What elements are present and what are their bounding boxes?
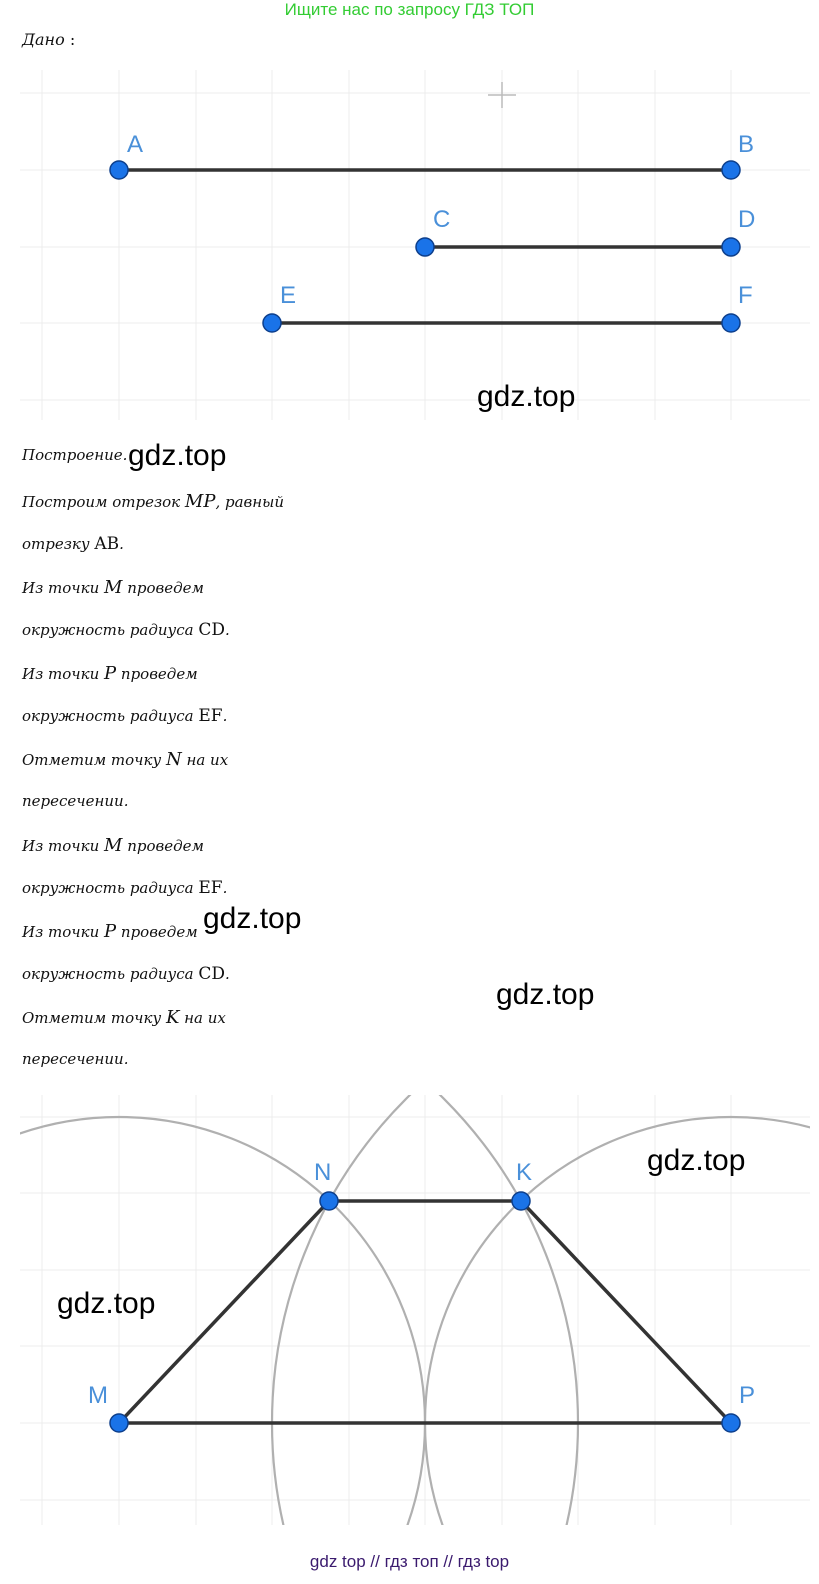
- label-c: C: [433, 206, 451, 233]
- point-c: [416, 238, 434, 256]
- point-k: [512, 1192, 530, 1210]
- label-n: N: [314, 1159, 332, 1186]
- label-p: P: [739, 1382, 756, 1409]
- axis-cross: [488, 82, 516, 108]
- step-line: Отметим точку K на их: [22, 1007, 226, 1028]
- segment-kp: [521, 1201, 731, 1423]
- point-d: [722, 238, 740, 256]
- watermark: gdz.top: [496, 978, 595, 1011]
- label-d: D: [738, 206, 756, 233]
- watermark: gdz.top: [477, 380, 576, 413]
- watermark: gdz.top: [128, 439, 227, 472]
- point-a: [110, 161, 128, 179]
- given-segments-figure: [0, 0, 819, 430]
- label-a: A: [127, 131, 144, 158]
- watermark: gdz.top: [203, 902, 302, 935]
- step-line: отрезку AB.: [22, 534, 124, 554]
- point-f: [722, 314, 740, 332]
- construction-heading: [22, 446, 127, 464]
- arc-p-radius-cd: [425, 1117, 819, 1530]
- step-line: Из точки M проведем: [22, 835, 204, 856]
- given-label: Дано: [22, 30, 65, 49]
- step-line: окружность радиуса CD.: [22, 620, 230, 640]
- given-colon: :: [69, 30, 76, 49]
- step-line: окружность радиуса EF.: [22, 706, 228, 726]
- point-m: [110, 1414, 128, 1432]
- point-e: [263, 314, 281, 332]
- point-b: [722, 161, 740, 179]
- label-f: F: [738, 282, 753, 309]
- step-line: Из точки P проведем: [22, 921, 198, 942]
- label-e: E: [280, 282, 297, 309]
- watermark: gdz.top: [57, 1287, 156, 1320]
- step-line: окружность радиуса EF.: [22, 878, 228, 898]
- step-line: Из точки P проведем: [22, 663, 198, 684]
- grid: [20, 70, 810, 420]
- point-n: [320, 1192, 338, 1210]
- label-m: M: [88, 1382, 108, 1409]
- step-line: пересечении.: [22, 792, 129, 810]
- step-line: окружность радиуса CD.: [22, 964, 230, 984]
- label-b: B: [738, 131, 755, 158]
- point-p: [722, 1414, 740, 1432]
- step-line: пересечении.: [22, 1050, 129, 1068]
- watermark: gdz.top: [647, 1144, 746, 1177]
- step-line: Построим отрезок MP, равный: [22, 491, 285, 512]
- label-k: K: [516, 1159, 533, 1186]
- footer-links[interactable]: gdz top // гдз топ // гдз top: [309, 1552, 510, 1571]
- step-line: Из точки M проведем: [22, 577, 204, 598]
- step-line: Отметим точку N на их: [22, 749, 229, 770]
- search-banner: Ищите нас по запросу ГДЗ ТОП: [284, 0, 535, 19]
- construction-title: Построение.: [22, 446, 128, 464]
